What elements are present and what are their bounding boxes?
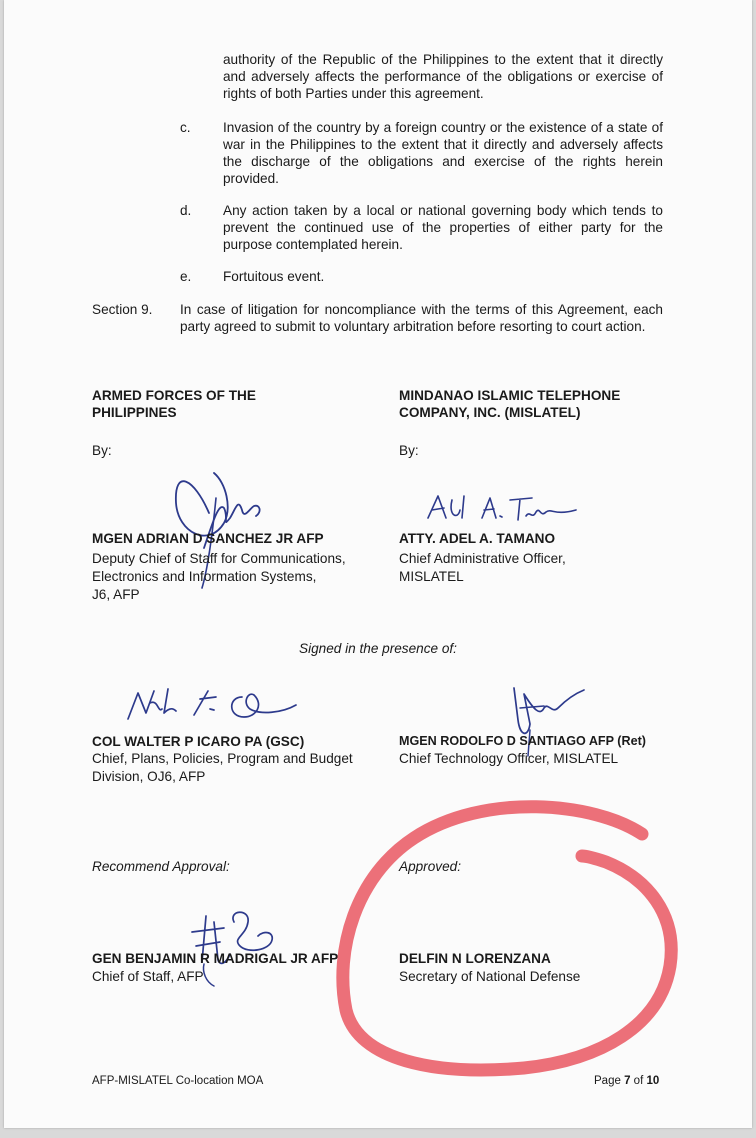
footer-page-total: 10 <box>646 1075 660 1087</box>
clause-b-continued: authority of the Republic of the Philippines to the extent that it directly and adversely affects the performance of the obligations or exercise of rights of both Parties under this agreement. <box>223 52 663 101</box>
document-page <box>4 0 752 1128</box>
footer-doc-name: AFP-MISLATEL Co-location MOA <box>92 1075 264 1087</box>
footer-page-num: 7 <box>624 1075 631 1087</box>
party-right-line2: COMPANY, INC. (MISLATEL) <box>399 405 581 420</box>
section-9-text: In case of litigation for noncompliance with the terms of this Agreement, each party agreed to submit to voluntary arbitration before resorting to court action. <box>180 302 663 334</box>
footer-page-number <box>594 1074 659 1088</box>
icaro-name: COL WALTER P ICARO PA (GSC) <box>92 734 305 749</box>
party-left-line1: ARMED FORCES OF THE <box>92 388 256 403</box>
clause-d-text: Any action taken by a local or national governing body which tends to prevent the continued use of the properties of either party for the purpose contemplated herein. <box>223 203 663 252</box>
lorenzana-name: DELFIN N LORENZANA <box>399 951 551 966</box>
tamano-title1: Chief Administrative Officer, <box>399 551 566 566</box>
recommend-approval-label: Recommend Approval: <box>92 859 230 874</box>
icaro-signature-icon <box>124 683 304 728</box>
santiago-name: MGEN RODOLFO D SANTIAGO AFP (Ret) <box>399 734 646 748</box>
red-circle-annotation-icon <box>324 790 684 1080</box>
party-left-by: By: <box>92 443 112 458</box>
santiago-title1: Chief Technology Officer, MISLATEL <box>399 751 619 766</box>
madrigal-name: GEN BENJAMIN R MADRIGAL JR AFP <box>92 951 339 966</box>
clause-e-label: e. <box>180 269 192 284</box>
party-right-line1: MINDANAO ISLAMIC TELEPHONE <box>399 388 621 403</box>
sanchez-title3: J6, AFP <box>92 587 140 602</box>
section-9-label: Section 9. <box>92 302 153 317</box>
sanchez-name: MGEN ADRIAN D SANCHEZ JR AFP <box>92 531 324 546</box>
clause-e-text: Fortuitous event. <box>223 269 325 284</box>
clause-c-label: c. <box>180 120 191 135</box>
sanchez-title2: Electronics and Information Systems, <box>92 569 317 584</box>
clause-d-label: d. <box>180 203 192 218</box>
party-left-line2: PHILIPPINES <box>92 405 177 420</box>
icaro-title1: Chief, Plans, Policies, Program and Budget <box>92 751 353 766</box>
madrigal-title1: Chief of Staff, AFP <box>92 969 204 984</box>
footer-page-of: of <box>633 1075 644 1087</box>
tamano-name: ATTY. ADEL A. TAMANO <box>399 531 556 546</box>
footer-page-prefix: Page <box>594 1075 621 1087</box>
lorenzana-title1: Secretary of National Defense <box>399 969 581 984</box>
tamano-title2: MISLATEL <box>399 569 464 584</box>
sanchez-title1: Deputy Chief of Staff for Communications, <box>92 551 346 566</box>
icaro-title2: Division, OJ6, AFP <box>92 769 206 784</box>
clause-c-text: Invasion of the country by a foreign country or the existence of a state of war in the Philippines to the extent that it directly and adversely affects the discharge of the obligations and exercise of the rights herein provided. <box>223 120 663 186</box>
approved-label: Approved: <box>399 859 461 874</box>
party-right-by: By: <box>399 443 419 458</box>
tamano-signature-icon <box>424 490 584 530</box>
witness-heading: Signed in the presence of: <box>299 641 457 656</box>
